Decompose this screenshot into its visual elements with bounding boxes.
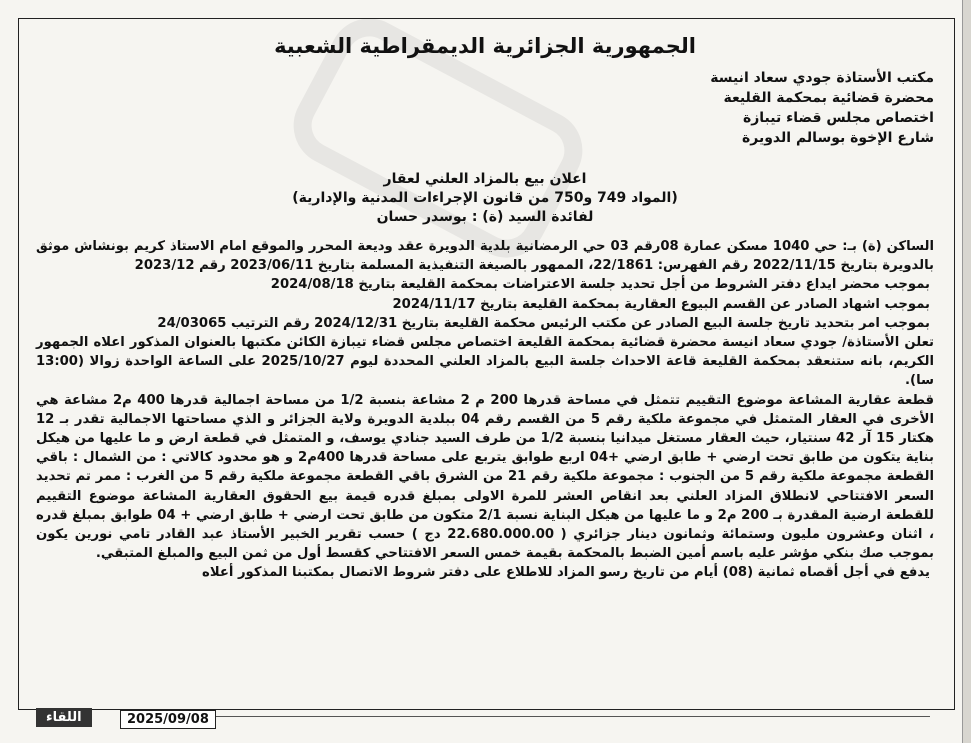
body-paragraph-order: بموجب امر بتحديد تاريخ جلسة البيع الصادر عن مكتب الرئيس محكمة القليعة بتاريخ 2024/12/31 رقم الترتيب 24/03065 bbox=[157, 315, 930, 331]
publication-date: 2025/09/08 bbox=[120, 710, 216, 729]
footer-rule bbox=[210, 716, 930, 717]
office-block bbox=[36, 68, 934, 148]
announcement-articles: (المواد 749 و750 من قانون الإجراءات المدنية والإدارية) bbox=[292, 190, 678, 206]
page-edge bbox=[962, 0, 971, 743]
office-line-3: اختصاص مجلس قضاء تيبازة bbox=[742, 110, 934, 126]
announcement-heading bbox=[36, 170, 934, 227]
republic-heading: الجمهورية الجزائرية الديمقراطية الشعبية bbox=[274, 34, 696, 58]
body-paragraph-notice: تعلن الأستاذة/ جودي سعاد انيسة محضرة قضائية بمحكمة القليعة اختصاص مجلس قضاء تيبازة الكائن مكتبها بالعنوان المذكور اعلاه الجمهور الكريم، بانه ستنعقد بمحكمة القليعة قاعة الاحداث جلسة البيع بالمزاد العلني المحددة ليوم 2025/10/27 على الساعة الواحدة زوالا (13:00 سا). bbox=[36, 335, 934, 389]
announcement-title: اعلان بيع بالمزاد العلني لعقار bbox=[383, 171, 587, 187]
office-line-4: شارع الإخوة بوسالم الدويرة bbox=[742, 130, 934, 146]
announcement-beneficiary: لفائدة السيد (ة) : بوسدر حسان bbox=[376, 209, 594, 225]
body-paragraph-conditions: بموجب محضر ايداع دفتر الشروط من أجل تحديد جلسة الاعتراضات بمحكمة القليعة بتاريخ 2024/08/18 bbox=[270, 277, 930, 293]
body-paragraph-payment: يدفع في أجل أقصاه ثمانية (08) أيام من تاريخ رسو المزاد للاطلاع على دفتر شروط الاتصال بمكتبنا المذكور أعلاه bbox=[202, 565, 930, 581]
announcement-body bbox=[36, 237, 934, 583]
office-line-1: مكتب الأستاذة جودي سعاد انيسة bbox=[710, 70, 934, 86]
announcement-content bbox=[36, 30, 934, 583]
body-paragraph-property: قطعة عقارية المشاعة موضوع التقييم تتمثل في مساحة قدرها 200 م 2 مشاعة بنسبة 1/2 من مساحة اجمالية قدرها 400 م2 مشاعة هي الأخرى في العقار المتمثل في مجموعة ملكية رقم 5 من القسم رقم 04 ببلدية الدويرة ولاية الجزائر و الذي مساحتها الاجمالية تقدر بـ 12 هكتار 15 آر 42 سنتيار، حيث العقار مستغل ميدانيا بنسبة 1/2 من طرف السيد جنادي يوسف، و المتمثل في قطعة ارض و ما عليها من هيكل بناية يتكون من طابق تحت ارضي + طابق ارضي +04 اربع طوابق يتربع على مساحة قدرها 400م2 و هو محدود كالاتي : من الشمال : باقي القطعة مجموعة ملكية رقم 5 من الجنوب : مجموعة ملكية رقم 21 من الشرق باقي القطعة مجموعة ملكية رقم 5 من الغرب : ممر تم تحديد السعر الافتتاحي لانطلاق المزاد العلني بعد انقاص العشر للمرة الاولى بمبلغ قدره قيمة بيع الحقوق العقارية المشاعة موضوع التقييم للقطعة ارضية المقدرة بـ 200 م2 و ما عليها من هيكل البناية نسبة 2/1 متكون من طابق تحت ارضي + طابق ارضي + 04 طوابق بمبلغ قدره ، اثنان وعشرون مليون وستمائة وثمانون دينار جزائري ( 22.680.000.00 دج ) حسب تقرير الخبير الأستاذ عبد القادر تامي نورين يكون بموجب صك بنكي مؤشر عليه باسم أمين الضبط بالمحكمة بقيمة خمس السعر الافتتاحي كقسط أول من ثمن البيع والمبلغ المتبقي. bbox=[36, 392, 935, 562]
body-paragraph-residence: الساكن (ة) بـ: حي 1040 مسكن عمارة 08رقم 03 حي الرمضانية بلدية الدويرة عقد وديعة المحرر والموقع امام الاستاذ كريم بونشاش موثق بالدويرة بتاريخ 2022/11/15 رقم الفهرس: 22/1861، الممهور بالصيغة التنفيذية المسلمة بتاريخ 2023/06/11 رقم 2023/12 bbox=[36, 239, 934, 274]
office-line-2: محضرة قضائية بمحكمة القليعة bbox=[723, 90, 934, 106]
newspaper-name-badge: اللقاء bbox=[36, 708, 92, 727]
body-paragraph-certificate: بموجب اشهاد الصادر عن القسم البيوع العقارية بمحكمة القليعة بتاريخ 2024/11/17 bbox=[392, 296, 930, 312]
